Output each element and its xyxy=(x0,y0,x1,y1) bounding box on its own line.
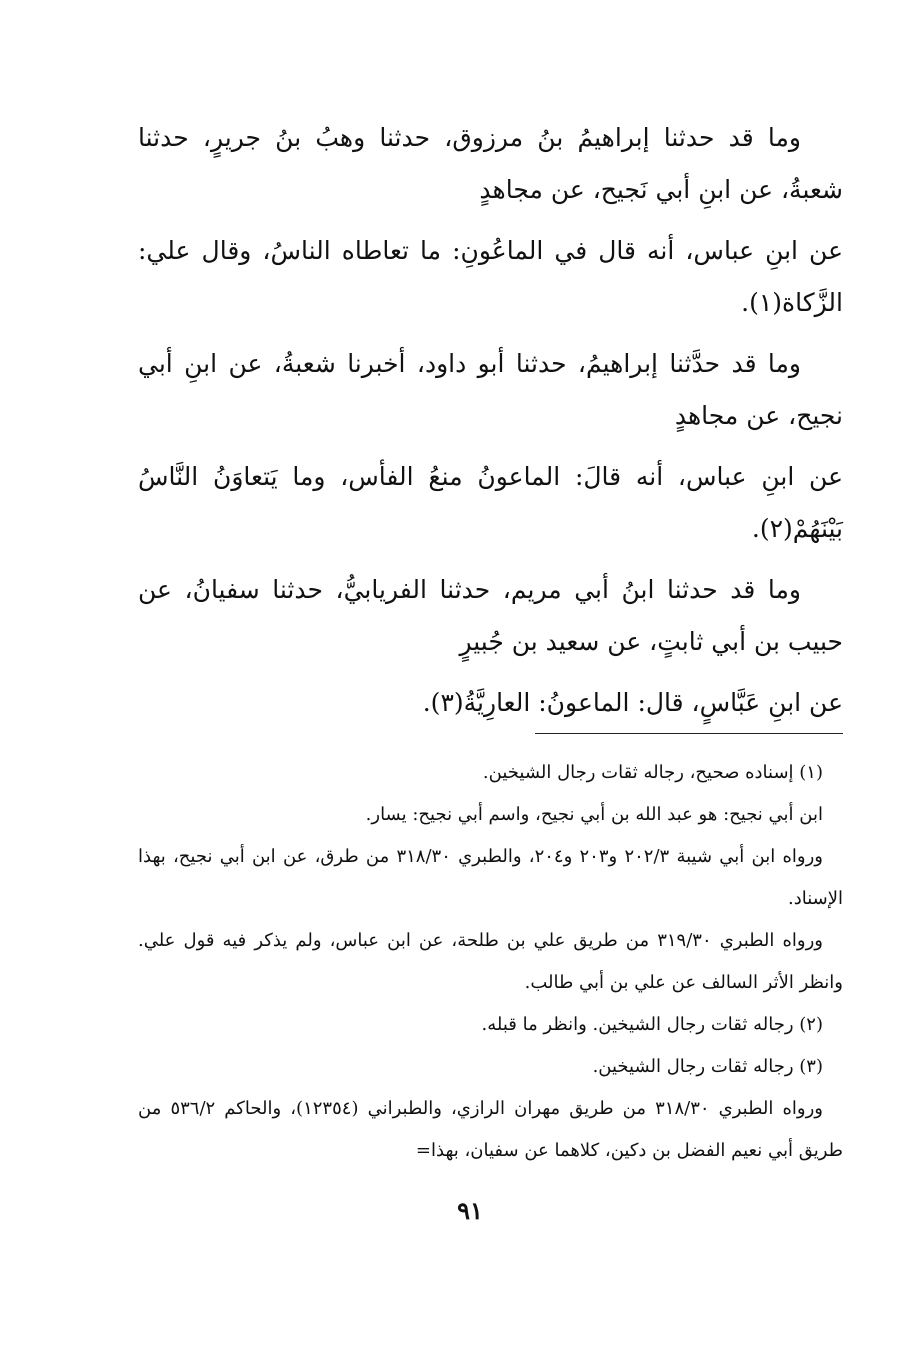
paragraph-6 xyxy=(138,677,843,729)
footnote-line: ابن أبي نجيح: هو عبد الله بن أبي نجيح، واسم أبي نجيح: يسار. xyxy=(365,804,823,825)
paragraph-4 xyxy=(138,451,843,555)
text-line: شعبةُ، عن ابنِ أبي نَجيح، عن مجاهدٍ xyxy=(479,175,843,204)
paragraph-1 xyxy=(138,112,843,216)
text-line: حبيب بن أبي ثابتٍ، عن سعيد بن جُبيرٍ xyxy=(459,627,843,656)
footnote-line: ورواه الطبري ٣١٨/٣٠ من طريق مهران الرازي، والطبراني (١٢٣٥٤)، xyxy=(290,1098,823,1119)
footnote-3 xyxy=(138,1046,843,1088)
text-line: نجيح، عن مجاهدٍ xyxy=(674,401,843,430)
paragraph-3 xyxy=(138,338,843,442)
text-line: بَيْنَهُمْ(٢). xyxy=(751,514,843,543)
footnote-line: (٣) رجاله ثقات رجال الشيخين. xyxy=(592,1056,823,1077)
footnote-2 xyxy=(138,1004,843,1046)
footnote-3-sources xyxy=(138,1088,843,1172)
text-line: عن ابنِ عَبَّاسٍ، قال: الماعونُ: العارِيَّةُ(٣). xyxy=(422,688,843,717)
page-number: ٩١ xyxy=(457,1196,483,1225)
footnote-line: ابن أبي نجيح، بهذا الإسناد. xyxy=(138,846,843,909)
footnotes xyxy=(138,752,843,1172)
footnote-line: (٢) رجاله ثقات رجال الشيخين. وانظر ما قبله. xyxy=(481,1014,823,1035)
footnote-line: والحاكم ٥٣٦/٢ من طريق أبي نعيم الفضل بن دكين، كلاهما عن سفيان، بهذا= xyxy=(138,1098,843,1161)
text-line: وما قد حدثنا ابنُ أبي مريم، حدثنا الفريابيُّ، حدثنا سفيانُ، عن xyxy=(138,575,801,604)
footnote-1-narrator xyxy=(138,794,843,836)
footnote-line: (١) إسناده صحيح، رجاله ثقات رجال الشيخين. xyxy=(482,762,823,783)
text-line: عن ابنِ عباس، أنه قال في الماعُونِ: ما تعاطاه الناسُ، وقال xyxy=(201,236,844,265)
text-line: وما قد حدَّثنا إبراهيمُ، حدثنا أبو داود، أخبرنا شعبةُ، عن ابنِ أبي xyxy=(138,349,801,378)
footnote-line: ورواه الطبري ٣١٩/٣٠ من طريق علي بن طلحة، عن ابن عباس، ولم يذكر xyxy=(254,930,823,951)
text-line: علي: الزَّكاة(١). xyxy=(138,236,843,317)
paragraph-5 xyxy=(138,564,843,668)
text-line: وما قد حدثنا إبراهيمُ بنُ مرزوق، حدثنا وهبُ بنُ جريرٍ، حدثنا xyxy=(138,123,801,152)
footnote-divider xyxy=(535,733,843,734)
footnote-1-sources xyxy=(138,836,843,920)
paragraph-2 xyxy=(138,225,843,329)
footnote-line: فيه قول علي. وانظر الأثر السالف عن علي بن أبي طالب. xyxy=(138,930,843,993)
footnote-1 xyxy=(138,752,843,794)
text-line: عن ابنِ عباس، أنه قالَ: الماعونُ منعُ الفأس، وما يَتعاوَنُ النَّاسُ xyxy=(138,462,843,491)
main-text xyxy=(138,112,843,738)
footnote-1-tabari xyxy=(138,920,843,1004)
footnote-line: ورواه ابن أبي شيبة ٢٠٢/٣ و٢٠٣ و٢٠٤، والطبري ٣١٨/٣٠ من طرق، عن xyxy=(282,846,823,867)
